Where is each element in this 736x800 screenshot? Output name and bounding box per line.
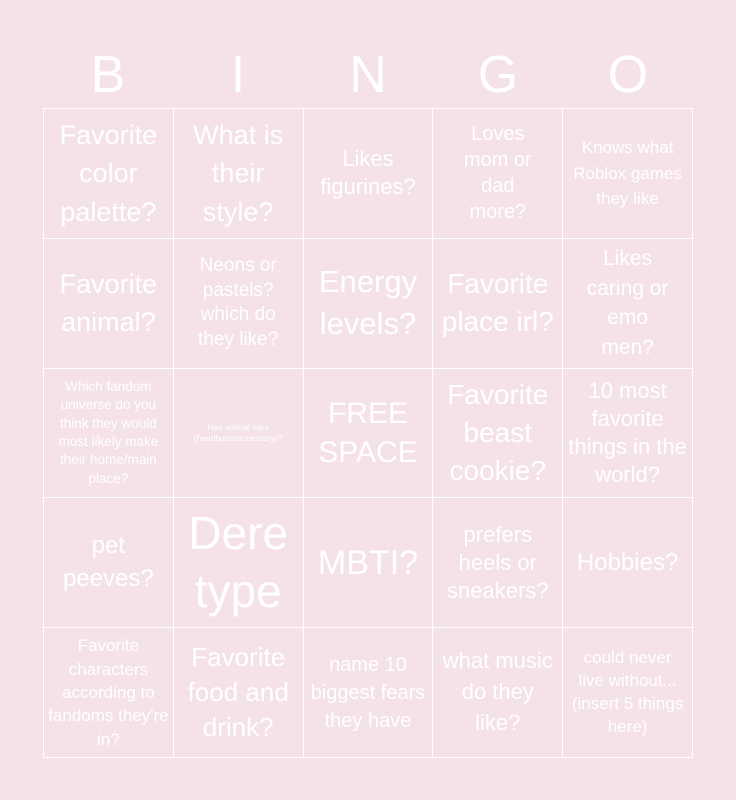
cell-text: FREE SPACE [318, 396, 418, 469]
bingo-cell[interactable] [44, 109, 174, 239]
bingo-cell[interactable] [44, 369, 174, 499]
cell-text: Dere type [188, 507, 289, 617]
bingo-cell[interactable] [44, 239, 174, 369]
header-letter-g: G [477, 46, 519, 104]
cell-text: MBTI? [317, 543, 419, 582]
cell-text: Favorite color palette? [59, 119, 158, 227]
cell-text: What is their style? [193, 119, 284, 227]
bingo-cell[interactable] [44, 628, 174, 758]
bingo-cell[interactable] [304, 628, 434, 758]
bingo-card-grid [43, 108, 693, 758]
cell-text: Favorite characters according to fandoms they're in? [48, 636, 169, 749]
bingo-cell[interactable] [304, 109, 434, 239]
bingo-cell[interactable] [44, 498, 174, 628]
bingo-cell[interactable] [174, 109, 304, 239]
bingo-cell[interactable] [563, 369, 693, 499]
bingo-cell[interactable] [563, 498, 693, 628]
header-letter-o: O [607, 46, 649, 104]
bingo-cell[interactable] [174, 498, 304, 628]
bingo-cell[interactable] [433, 369, 563, 499]
bingo-cell[interactable] [174, 628, 304, 758]
cell-text: Favorite beast cookie? [447, 379, 549, 486]
cell-text: pet peeves? [63, 532, 154, 592]
bingo-cell[interactable] [433, 628, 563, 758]
bingo-cell[interactable] [174, 369, 304, 499]
cell-text: Knows what Roblox games they like [573, 138, 682, 209]
cell-text: Which fandom universe do you think they would most likely make their home/main place? [58, 378, 159, 486]
cell-text: Favorite food and drink? [187, 641, 289, 743]
cell-text: Neons or pastels? which do they like? [198, 254, 279, 350]
bingo-cell[interactable] [433, 239, 563, 369]
cell-text: Hobbies? [576, 548, 679, 576]
bingo-cell[interactable] [433, 109, 563, 239]
cell-text: Likes figurines? [320, 146, 416, 200]
cell-text: could never live without... (insert 5 things here) [571, 647, 684, 736]
header-letter-b: B [90, 46, 126, 104]
cell-text: Favorite animal? [59, 268, 158, 338]
cell-text: prefers heels or sneakers? [447, 521, 549, 603]
bingo-cell[interactable] [304, 498, 434, 628]
cell-text: what music do they like? [442, 648, 553, 735]
bingo-cell-free-space[interactable] [304, 369, 434, 499]
cell-text: Likes caring or emo men? [586, 247, 669, 359]
cell-text: Loves mom or dad more? [463, 123, 532, 224]
header-letter-i: I [230, 46, 246, 104]
bingo-header [43, 44, 693, 106]
bingo-cell[interactable] [563, 628, 693, 758]
bingo-cell[interactable] [174, 239, 304, 369]
bingo-cell[interactable] [433, 498, 563, 628]
cell-text: Favorite place irl? [441, 268, 554, 338]
bingo-cell[interactable] [563, 109, 693, 239]
header-letter-n: N [349, 46, 387, 104]
bingo-cell[interactable] [563, 239, 693, 369]
bingo-cell[interactable] [304, 239, 434, 369]
cell-text: name 10 biggest fears they have [310, 653, 426, 732]
cell-text: Energy levels? [318, 264, 418, 342]
cell-text: Has animal ears (headband/accessory)? [193, 422, 283, 443]
cell-text: 10 most favorite things in the world? [568, 377, 687, 488]
